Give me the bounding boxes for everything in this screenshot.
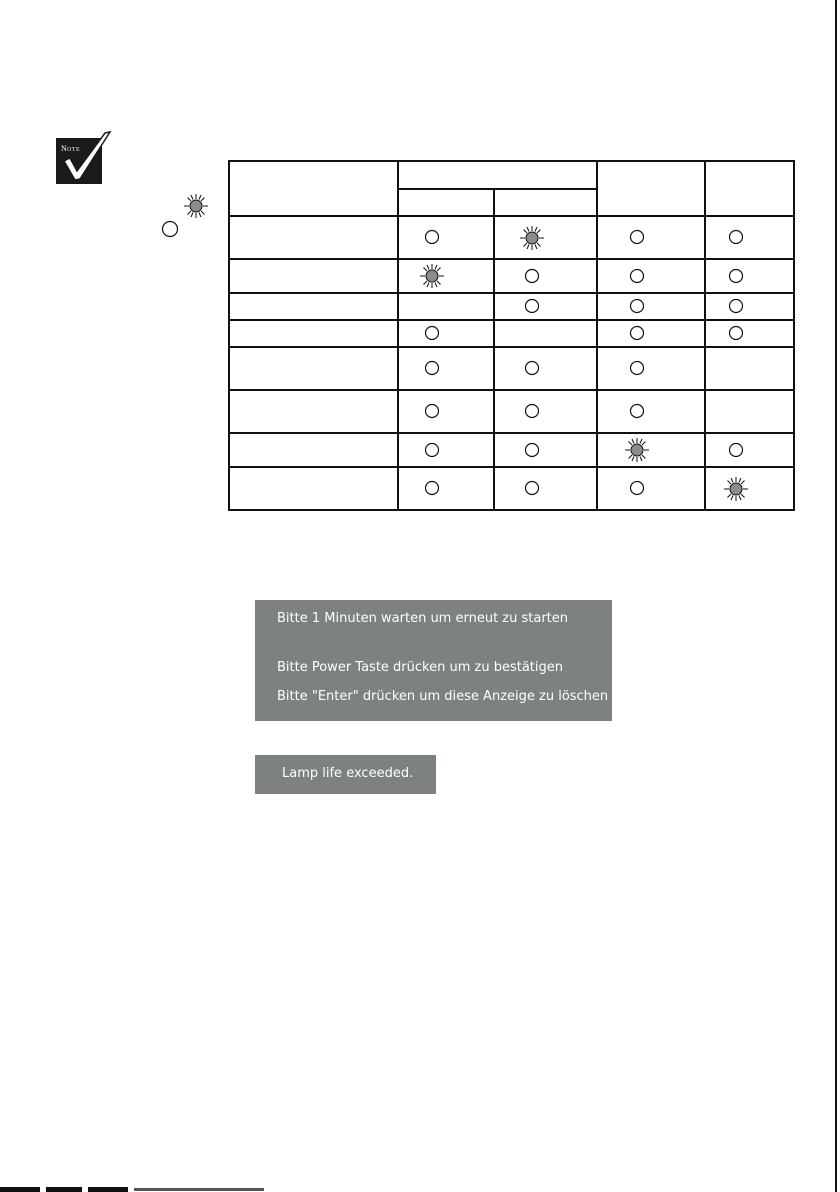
led-cell-temp [597,259,705,293]
led-cell-power-a [398,259,494,293]
lamp-life-message: Lamp life exceeded. [282,766,414,781]
led-off-icon [423,441,441,459]
led-cell-status [229,390,398,433]
led-cell-power-b [494,347,597,390]
subheader-cell-b [494,189,597,216]
led-off-icon [523,441,541,459]
led-off-icon [628,324,646,342]
led-cell-lamp [705,320,794,347]
led-cell-power-a [398,293,494,320]
led-cell-power-a [398,320,494,347]
led-off-icon [628,359,646,377]
clear-message-line: Bitte "Enter" drücken um diese Anzeige zu löschen [277,689,609,704]
header-cell-lamp [705,161,794,216]
led-off-icon [423,402,441,420]
table-row [229,320,794,347]
led-flashing-icon [419,263,445,289]
led-off-icon [727,297,745,315]
svg-text:N: N [61,144,68,153]
led-off-icon [628,479,646,497]
led-off-icon [423,479,441,497]
table-row [229,216,794,259]
led-off-icon [423,324,441,342]
header-cell-power [398,161,597,189]
led-flashing-icon [624,437,650,463]
svg-text:OTE: OTE [67,147,81,153]
led-cell-power-a [398,467,494,510]
led-cell-status [229,216,398,259]
led-off-icon [628,267,646,285]
led-off-icon [523,359,541,377]
led-off-icon [727,441,745,459]
led-flashing-icon [519,225,545,251]
led-cell-status [229,433,398,467]
led-off-icon [523,479,541,497]
footer-scan-mark [0,1187,270,1192]
led-cell-power-a [398,347,494,390]
led-cell-power-b [494,433,597,467]
led-cell-lamp [705,390,794,433]
lamp-life-message-box [255,755,436,794]
led-status-table [228,160,795,511]
table-row [229,347,794,390]
table-row [229,433,794,467]
led-cell-status [229,347,398,390]
led-cell-temp [597,293,705,320]
led-cell-lamp [705,259,794,293]
led-cell-power-a [398,433,494,467]
led-off-icon [628,228,646,246]
led-cell-power-a [398,216,494,259]
table-row [229,259,794,293]
note-checkmark-icon [56,130,114,186]
led-cell-lamp [705,433,794,467]
led-cell-power-b [494,293,597,320]
led-cell-power-b [494,216,597,259]
led-off-icon [423,359,441,377]
led-cell-power-b [494,390,597,433]
led-off-icon [523,267,541,285]
led-off-icon [628,297,646,315]
led-off-icon [423,228,441,246]
led-cell-power-b [494,320,597,347]
table-header-row [229,161,794,189]
led-cell-lamp [705,293,794,320]
led-cell-temp [597,320,705,347]
led-cell-status [229,259,398,293]
led-cell-power-a [398,390,494,433]
led-off-icon [727,267,745,285]
led-cell-power-b [494,259,597,293]
led-off-icon [628,402,646,420]
header-cell-status [229,161,398,216]
confirm-message-line: Bitte Power Taste drücken um zu bestätigen [277,660,563,675]
led-off-icon [727,228,745,246]
subheader-cell-a [398,189,494,216]
led-flashing-icon [723,476,749,502]
led-cell-status [229,293,398,320]
led-flashing-icon [183,193,209,219]
restart-message-box [255,600,612,721]
led-off-icon [727,324,745,342]
table-row [229,467,794,510]
page-edge-rule [835,0,837,1192]
table-row [229,390,794,433]
led-off-icon [523,402,541,420]
led-off-icon [160,219,180,239]
led-cell-lamp [705,467,794,510]
led-cell-power-b [494,467,597,510]
led-cell-lamp [705,347,794,390]
led-off-icon [523,297,541,315]
led-cell-status [229,467,398,510]
led-cell-temp [597,216,705,259]
table-row [229,293,794,320]
header-cell-temp [597,161,705,216]
led-cell-lamp [705,216,794,259]
led-cell-temp [597,467,705,510]
restart-message-line: Bitte 1 Minuten warten um erneut zu starten [277,611,569,626]
led-cell-temp [597,347,705,390]
led-cell-temp [597,433,705,467]
led-cell-status [229,320,398,347]
led-cell-temp [597,390,705,433]
